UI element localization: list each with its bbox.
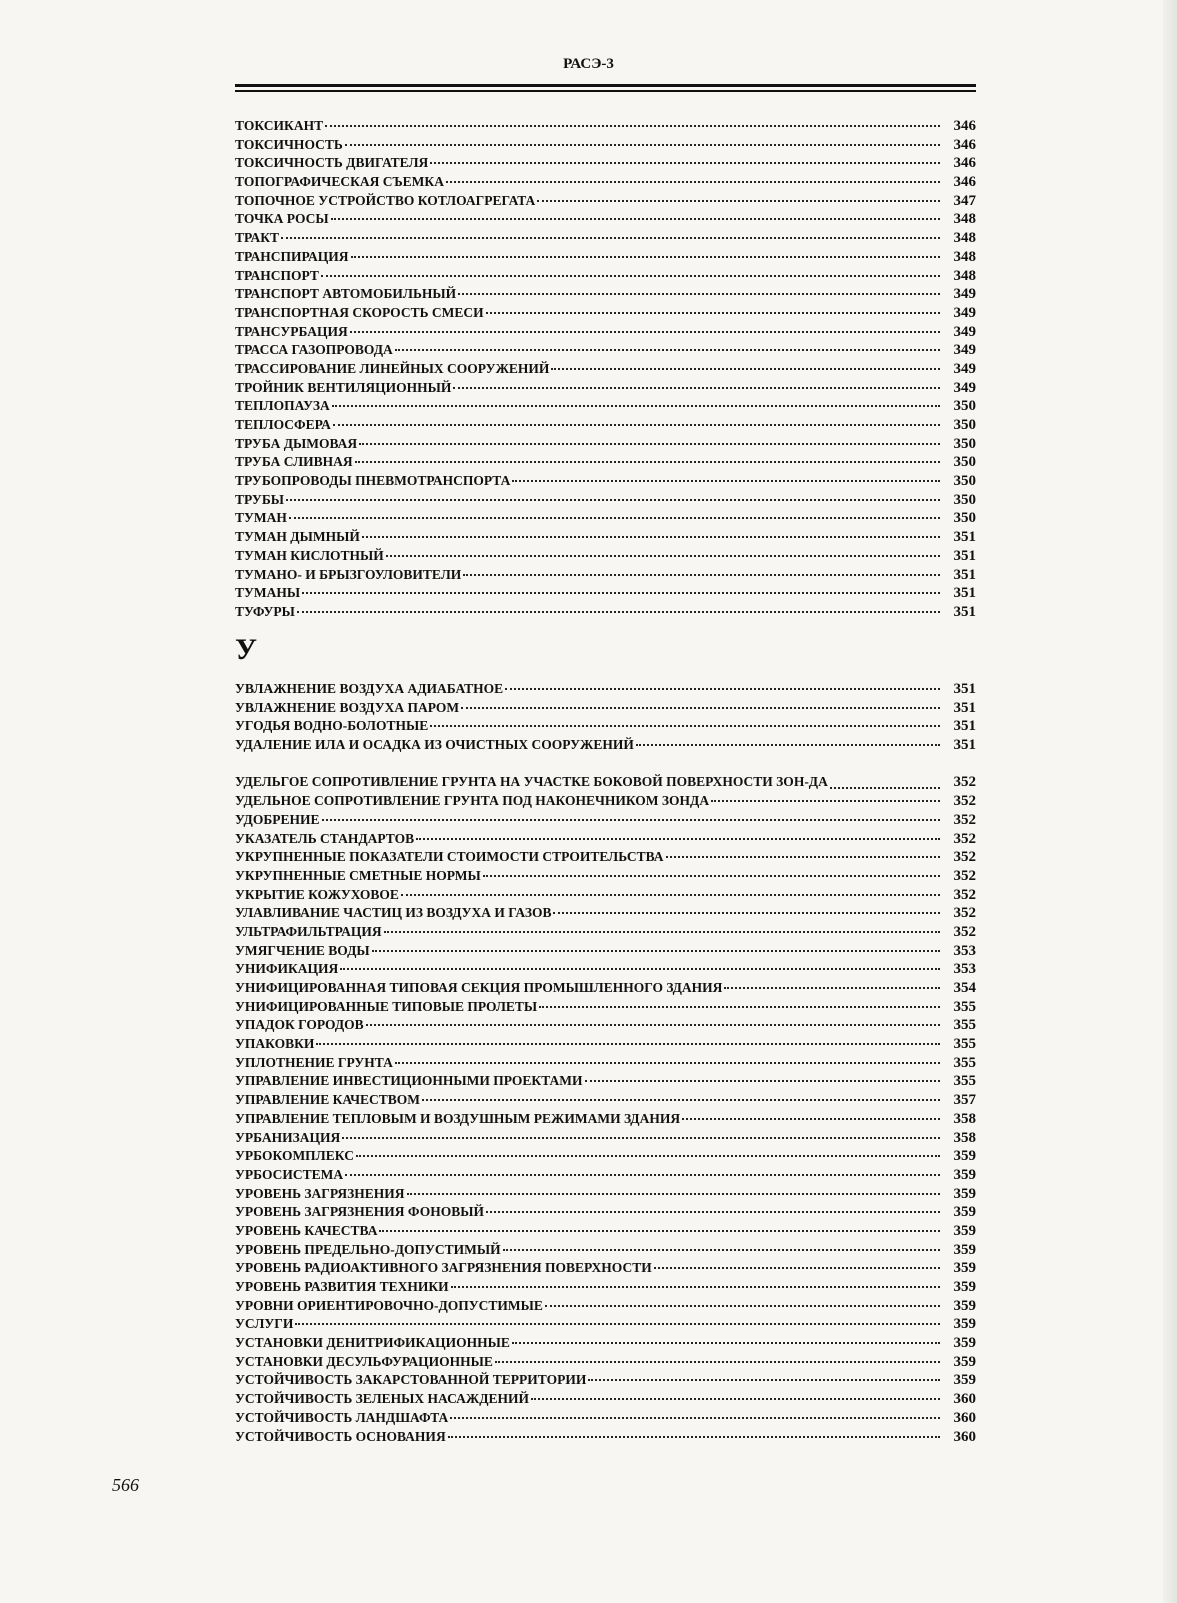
dot-leader	[495, 1361, 940, 1363]
dot-leader	[351, 256, 940, 258]
entry-page-number: 359	[953, 1335, 976, 1352]
dot-leader	[505, 688, 940, 690]
dot-leader	[331, 218, 940, 220]
entry-term: УДЕЛЬГОЕ СОПРОТИВЛЕНИЕ ГРУНТА НА УЧАСТКЕ БОКОВОЙ ПОВЕРХНОСТИ ЗОН-ДА	[235, 774, 828, 790]
index-section-t	[235, 117, 976, 622]
index-entry	[235, 416, 976, 435]
dot-leader	[281, 237, 940, 239]
entry-page-number: 355	[953, 998, 976, 1015]
index-entry	[235, 923, 976, 942]
dot-leader	[359, 443, 940, 445]
entry-page-number: 351	[953, 737, 976, 754]
entry-page-number: 350	[953, 454, 976, 471]
entry-term: ТЕПЛОПАУЗА	[235, 398, 330, 414]
dot-leader	[340, 968, 940, 970]
entry-page-number: 350	[953, 510, 976, 527]
dot-leader	[407, 1193, 940, 1195]
entry-term: УГОДЬЯ ВОДНО-БОЛОТНЫЕ	[235, 718, 429, 734]
index-entry	[235, 584, 976, 603]
entry-term: ТРАНСПОРТНАЯ СКОРОСТЬ СМЕСИ	[235, 304, 484, 320]
index-entry	[235, 154, 976, 173]
index-entry	[235, 491, 976, 510]
index-entry	[235, 848, 976, 867]
index-entry	[235, 566, 976, 585]
dot-leader	[666, 856, 941, 858]
index-entry	[235, 192, 976, 211]
entry-term: ТРАКТ	[235, 230, 280, 246]
entry-page-number: 351	[953, 681, 976, 697]
index-entry	[235, 1203, 976, 1222]
entry-page-number: 359	[953, 1166, 976, 1183]
entry-term: ТУМАН КИСЛОТНЫЙ	[235, 547, 384, 563]
index-entry	[235, 1297, 976, 1316]
entry-page-number: 353	[953, 942, 976, 959]
index-entry	[235, 117, 976, 136]
entry-term: УПРАВЛЕНИЕ ТЕПЛОВЫМ И ВОЗДУШНЫМ РЕЖИМАМИ ЗДАНИЯ	[235, 1110, 681, 1126]
dot-leader	[486, 1211, 940, 1213]
index-entry	[235, 1371, 976, 1390]
page-edge	[1163, 0, 1177, 1603]
section-letter: У	[235, 633, 258, 666]
entry-page-number: 359	[953, 1241, 976, 1258]
dot-leader	[295, 1323, 940, 1325]
dot-leader	[486, 312, 940, 314]
dot-leader	[503, 1249, 940, 1251]
entry-term: УРОВЕНЬ ПРЕДЕЛЬНО-ДОПУСТИМЫЙ	[235, 1241, 501, 1257]
entry-page-number: 348	[953, 248, 976, 265]
entry-page-number: 352	[953, 774, 976, 791]
dot-leader	[395, 349, 940, 351]
entry-page-number: 360	[953, 1428, 976, 1445]
entry-page-number: 355	[953, 1054, 976, 1071]
entry-page-number: 347	[953, 192, 976, 209]
entry-term: ТОПОГРАФИЧЕСКАЯ СЪЕМКА	[235, 174, 444, 190]
entry-page-number: 359	[953, 1372, 976, 1389]
entry-term: УСТОЙЧИВОСТЬ ЗЕЛЕНЫХ НАСАЖДЕНИЙ	[235, 1391, 530, 1407]
dot-leader	[724, 987, 940, 989]
index-entry	[235, 173, 976, 192]
entry-term: УСТАНОВКИ ДЕНИТРИФИКАЦИОННЫЕ	[235, 1335, 510, 1351]
dot-leader	[372, 950, 940, 952]
index-entry	[235, 210, 976, 229]
entry-term: ТРАНСПОРТ АВТОМОБИЛЬНЫЙ	[235, 286, 457, 302]
entry-term: УКРУПНЕННЫЕ СМЕТНЫЕ НОРМЫ	[235, 867, 481, 883]
dot-leader	[430, 725, 940, 727]
index-entry	[235, 792, 976, 811]
entry-term: УРБОСИСТЕМА	[235, 1166, 344, 1182]
dot-leader	[453, 387, 940, 389]
entry-page-number: 352	[953, 793, 976, 810]
entry-page-number: 351	[953, 585, 976, 602]
dot-leader	[458, 293, 940, 295]
entry-term: ТРОЙНИК ВЕНТИЛЯЦИОННЫЙ	[235, 379, 452, 395]
dot-leader	[333, 424, 940, 426]
dot-leader	[289, 517, 940, 519]
dot-leader	[512, 1342, 940, 1344]
dot-leader	[711, 800, 940, 802]
header-rule-thin	[235, 90, 976, 92]
entry-term: УЛАВЛИВАНИЕ ЧАСТИЦ ИЗ ВОЗДУХА И ГАЗОВ	[235, 905, 552, 921]
entry-page-number: 351	[953, 718, 976, 735]
index-entry	[235, 680, 976, 699]
dot-leader	[450, 1417, 940, 1419]
dot-leader	[483, 875, 940, 877]
entry-term: УРОВЕНЬ ЗАГРЯЗНЕНИЯ ФОНОВЫЙ	[235, 1204, 484, 1220]
entry-term: УКРУПНЕННЫЕ ПОКАЗАТЕЛИ СТОИМОСТИ СТРОИТЕЛЬСТВА	[235, 849, 664, 865]
entry-term: ТРАНСУРБАЦИЯ	[235, 323, 348, 339]
entry-page-number: 359	[953, 1353, 976, 1370]
dot-leader	[682, 1118, 940, 1120]
entry-page-number: 359	[953, 1185, 976, 1202]
index-section-u	[235, 680, 976, 1446]
entry-term: УРОВЕНЬ РАЗВИТИЯ ТЕХНИКИ	[235, 1279, 449, 1295]
entry-page-number: 348	[953, 211, 976, 228]
entry-term: УРОВЕНЬ ЗАГРЯЗНЕНИЯ	[235, 1185, 405, 1201]
entry-page-number: 348	[953, 230, 976, 247]
entry-page-number: 352	[953, 886, 976, 903]
entry-term: УРБАНИЗАЦИЯ	[235, 1129, 341, 1145]
index-entry	[235, 979, 976, 998]
entry-page-number: 355	[953, 1073, 976, 1090]
index-entry	[235, 341, 976, 360]
entry-page-number: 349	[953, 323, 976, 340]
dot-leader	[446, 181, 940, 183]
dot-leader	[345, 1174, 940, 1176]
entry-term: УРБОКОМПЛЕКС	[235, 1148, 354, 1164]
index-entry	[235, 811, 976, 830]
dot-leader	[636, 744, 940, 746]
entry-term: ТРУБЫ	[235, 491, 285, 507]
entry-term: УДОБРЕНИЕ	[235, 811, 320, 827]
entry-term: ТУМАНО- И БРЫЗГОУЛОВИТЕЛИ	[235, 566, 462, 582]
entry-term: ТРАНСПИРАЦИЯ	[235, 248, 349, 264]
entry-term: УПАДОК ГОРОДОВ	[235, 1017, 364, 1033]
entry-term: ТУФУРЫ	[235, 603, 295, 619]
index-entry	[235, 717, 976, 736]
entry-page-number: 351	[953, 603, 976, 620]
entry-term: УПРАВЛЕНИЕ КАЧЕСТВОМ	[235, 1092, 421, 1108]
index-entry	[235, 699, 976, 718]
dot-leader	[342, 1137, 940, 1139]
entry-term: ТРУБА СЛИВНАЯ	[235, 454, 353, 470]
index-entry	[235, 1035, 976, 1054]
index-entry	[235, 472, 976, 491]
index-entry	[235, 1222, 976, 1241]
index-entry	[235, 267, 976, 286]
entry-page-number: 359	[953, 1279, 976, 1296]
index-entry	[235, 886, 976, 905]
dot-leader	[463, 574, 940, 576]
dot-leader	[416, 838, 940, 840]
entry-term: УСТОЙЧИВОСТЬ ОСНОВАНИЯ	[235, 1428, 446, 1444]
index-entry	[235, 397, 976, 416]
entry-term: ТОПОЧНОЕ УСТРОЙСТВО КОТЛОАГРЕГАТА	[235, 192, 536, 208]
dot-leader	[461, 707, 940, 709]
entry-page-number: 358	[953, 1129, 976, 1146]
entry-term: УРОВЕНЬ РАДИОАКТИВНОГО ЗАГРЯЗНЕНИЯ ПОВЕРХНОСТИ	[235, 1260, 652, 1276]
entry-term: ТОЧКА РОСЫ	[235, 211, 329, 227]
entry-term: УЛЬТРАФИЛЬТРАЦИЯ	[235, 923, 382, 939]
entry-term: УРОВНИ ОРИЕНТИРОВОЧНО-ДОПУСТИМЫЕ	[235, 1297, 543, 1313]
entry-term: ТРАНСПОРТ	[235, 267, 319, 283]
entry-page-number: 349	[953, 304, 976, 321]
index-entry	[235, 285, 976, 304]
index-entry	[235, 1409, 976, 1428]
index-entry	[235, 509, 976, 528]
dot-leader	[302, 592, 940, 594]
index-entry	[235, 1278, 976, 1297]
dot-leader	[316, 1043, 940, 1045]
entry-term: УСТОЙЧИВОСТЬ ЛАНДШАФТА	[235, 1409, 449, 1425]
entry-term: УВЛАЖНЕНИЕ ВОЗДУХА АДИАБАТНОЕ	[235, 681, 504, 696]
entry-page-number: 352	[953, 811, 976, 828]
entry-term: УМЯГЧЕНИЕ ВОДЫ	[235, 942, 370, 958]
index-entry	[235, 1334, 976, 1353]
entry-term: УРОВЕНЬ КАЧЕСТВА	[235, 1222, 378, 1238]
entry-page-number: 359	[953, 1316, 976, 1333]
index-entry	[235, 1259, 976, 1278]
index-entry	[235, 248, 976, 267]
entry-page-number: 360	[953, 1409, 976, 1426]
entry-page-number: 349	[953, 342, 976, 359]
entry-term: УНИФИКАЦИЯ	[235, 961, 339, 977]
index-entry	[235, 603, 976, 622]
entry-term: УСЛУГИ	[235, 1316, 294, 1332]
dot-leader	[384, 931, 940, 933]
entry-page-number: 350	[953, 435, 976, 452]
running-header: РАСЭ-3	[563, 56, 614, 72]
entry-term: ТУМАН ДЫМНЫЙ	[235, 529, 360, 545]
entry-page-number: 349	[953, 360, 976, 377]
index-entry	[235, 1428, 976, 1447]
entry-page-number: 351	[953, 529, 976, 546]
dot-leader	[379, 1230, 940, 1232]
dot-leader	[395, 1062, 940, 1064]
entry-term: ТУМАН	[235, 510, 287, 526]
entry-term: ТРУБОПРОВОДЫ ПНЕВМОТРАНСПОРТА	[235, 473, 511, 489]
index-entry	[235, 360, 976, 379]
dot-leader	[654, 1267, 940, 1269]
dot-leader	[551, 368, 940, 370]
index-entry	[235, 1390, 976, 1409]
entry-term: ТОКСИЧНОСТЬ	[235, 136, 343, 152]
dot-leader	[297, 611, 940, 613]
index-entry	[235, 942, 976, 961]
index-entry	[235, 323, 976, 342]
index-entry	[235, 435, 976, 454]
header-rule-thick	[235, 84, 976, 87]
dot-leader	[430, 162, 940, 164]
entry-page-number: 349	[953, 379, 976, 396]
index-entry	[235, 830, 976, 849]
dot-leader	[356, 1155, 940, 1157]
dot-leader	[553, 912, 940, 914]
dot-leader	[345, 144, 940, 146]
entry-page-number: 351	[953, 547, 976, 564]
dot-leader	[386, 555, 940, 557]
entry-page-number: 352	[953, 867, 976, 884]
entry-page-number: 360	[953, 1391, 976, 1408]
entry-page-number: 355	[953, 1017, 976, 1034]
dot-leader	[545, 1305, 940, 1307]
dot-leader	[362, 536, 940, 538]
dot-leader	[286, 499, 940, 501]
entry-page-number: 358	[953, 1110, 976, 1127]
index-entry	[235, 136, 976, 155]
index-entry	[235, 904, 976, 923]
entry-term: УДЕЛЬНОЕ СОПРОТИВЛЕНИЕ ГРУНТА ПОД НАКОНЕЧНИКОМ ЗОНДА	[235, 793, 710, 809]
index-entry	[235, 1110, 976, 1129]
entry-term: УНИФИЦИРОВАННАЯ ТИПОВАЯ СЕКЦИЯ ПРОМЫШЛЕННОГО ЗДАНИЯ	[235, 980, 723, 996]
index-entry	[235, 1016, 976, 1035]
dot-leader	[830, 787, 940, 789]
entry-term: ТРАССА ГАЗОПРОВОДА	[235, 342, 393, 358]
entry-term: ТРАССИРОВАНИЕ ЛИНЕЙНЫХ СООРУЖЕНИЙ	[235, 360, 550, 376]
entry-term: ТРУБА ДЫМОВАЯ	[235, 435, 358, 451]
dot-leader	[512, 480, 940, 482]
entry-term: УКРЫТИЕ КОЖУХОВОЕ	[235, 886, 399, 902]
entry-page-number: 357	[953, 1092, 976, 1109]
index-entry	[235, 960, 976, 979]
entry-term: ТОКСИКАНТ	[235, 118, 324, 133]
entry-page-number: 351	[953, 699, 976, 716]
index-entry	[235, 1129, 976, 1148]
entry-page-number: 359	[953, 1222, 976, 1239]
entry-page-number: 352	[953, 849, 976, 866]
entry-page-number: 346	[953, 155, 976, 172]
index-entry	[235, 1054, 976, 1073]
entry-page-number: 353	[953, 961, 976, 978]
index-entry	[235, 1091, 976, 1110]
entry-page-number: 346	[953, 174, 976, 191]
entry-term: УКАЗАТЕЛЬ СТАНДАРТОВ	[235, 830, 415, 846]
page-number: 566	[112, 1475, 139, 1495]
entry-term: УПРАВЛЕНИЕ ИНВЕСТИЦИОННЫМИ ПРОЕКТАМИ	[235, 1073, 583, 1089]
entry-page-number: 346	[953, 136, 976, 153]
entry-term: УНИФИЦИРОВАННЫЕ ТИПОВЫЕ ПРОЛЕТЫ	[235, 998, 538, 1014]
index-entry	[235, 1147, 976, 1166]
index-entry	[235, 1353, 976, 1372]
entry-page-number: 350	[953, 417, 976, 433]
index-entry	[235, 1072, 976, 1091]
index-entry	[235, 547, 976, 566]
entry-term: УПЛОТНЕНИЕ ГРУНТА	[235, 1054, 393, 1070]
entry-page-number: 346	[953, 118, 976, 134]
entry-page-number: 348	[953, 267, 976, 284]
dot-leader	[401, 894, 940, 896]
index-entry	[235, 1241, 976, 1260]
entry-page-number: 349	[953, 286, 976, 303]
index-entry	[235, 1166, 976, 1185]
entry-page-number: 354	[953, 980, 976, 997]
entry-term: ТУМАНЫ	[235, 585, 301, 601]
index-entry	[235, 528, 976, 547]
dot-leader	[531, 1398, 940, 1400]
entry-term: ТОКСИЧНОСТЬ ДВИГАТЕЛЯ	[235, 155, 429, 171]
entry-term: УСТАНОВКИ ДЕСУЛЬФУРАЦИОННЫЕ	[235, 1353, 493, 1369]
entry-page-number: 355	[953, 1036, 976, 1053]
entry-term: ТЕПЛОСФЕРА	[235, 417, 331, 432]
dot-leader	[350, 331, 940, 333]
dot-leader	[366, 1024, 940, 1026]
index-entry	[235, 867, 976, 886]
entry-term: УПАКОВКИ	[235, 1036, 315, 1052]
dot-leader	[422, 1099, 940, 1101]
entry-page-number: 352	[953, 830, 976, 847]
entry-page-number: 351	[953, 566, 976, 583]
entry-page-number: 350	[953, 398, 976, 415]
index-entry	[235, 755, 976, 792]
entry-term: УВЛАЖНЕНИЕ ВОЗДУХА ПАРОМ	[235, 699, 460, 715]
dot-leader	[448, 1436, 940, 1438]
dot-leader	[322, 819, 940, 821]
dot-leader	[332, 405, 940, 407]
dot-leader	[325, 125, 940, 127]
entry-page-number: 350	[953, 473, 976, 490]
entry-page-number: 352	[953, 923, 976, 940]
entry-page-number: 359	[953, 1297, 976, 1314]
entry-page-number: 359	[953, 1204, 976, 1221]
dot-leader	[451, 1286, 940, 1288]
entry-page-number: 359	[953, 1260, 976, 1277]
index-entry	[235, 1185, 976, 1204]
dot-leader	[537, 200, 940, 202]
index-entry	[235, 304, 976, 323]
dot-leader	[588, 1379, 940, 1381]
dot-leader	[321, 275, 940, 277]
dot-leader	[539, 1006, 940, 1008]
entry-term: УСТОЙЧИВОСТЬ ЗАКАРСТОВАННОЙ ТЕРРИТОРИИ	[235, 1372, 587, 1388]
entry-page-number: 359	[953, 1148, 976, 1165]
index-entry	[235, 1315, 976, 1334]
dot-leader	[355, 461, 940, 463]
dot-leader	[585, 1080, 940, 1082]
index-entry	[235, 736, 976, 755]
entry-term: УДАЛЕНИЕ ИЛА И ОСАДКА ИЗ ОЧИСТНЫХ СООРУЖЕНИЙ	[235, 737, 634, 753]
index-entry	[235, 453, 976, 472]
index-entry	[235, 379, 976, 398]
entry-page-number: 350	[953, 491, 976, 508]
index-entry	[235, 229, 976, 248]
index-entry	[235, 998, 976, 1017]
entry-page-number: 352	[953, 905, 976, 922]
